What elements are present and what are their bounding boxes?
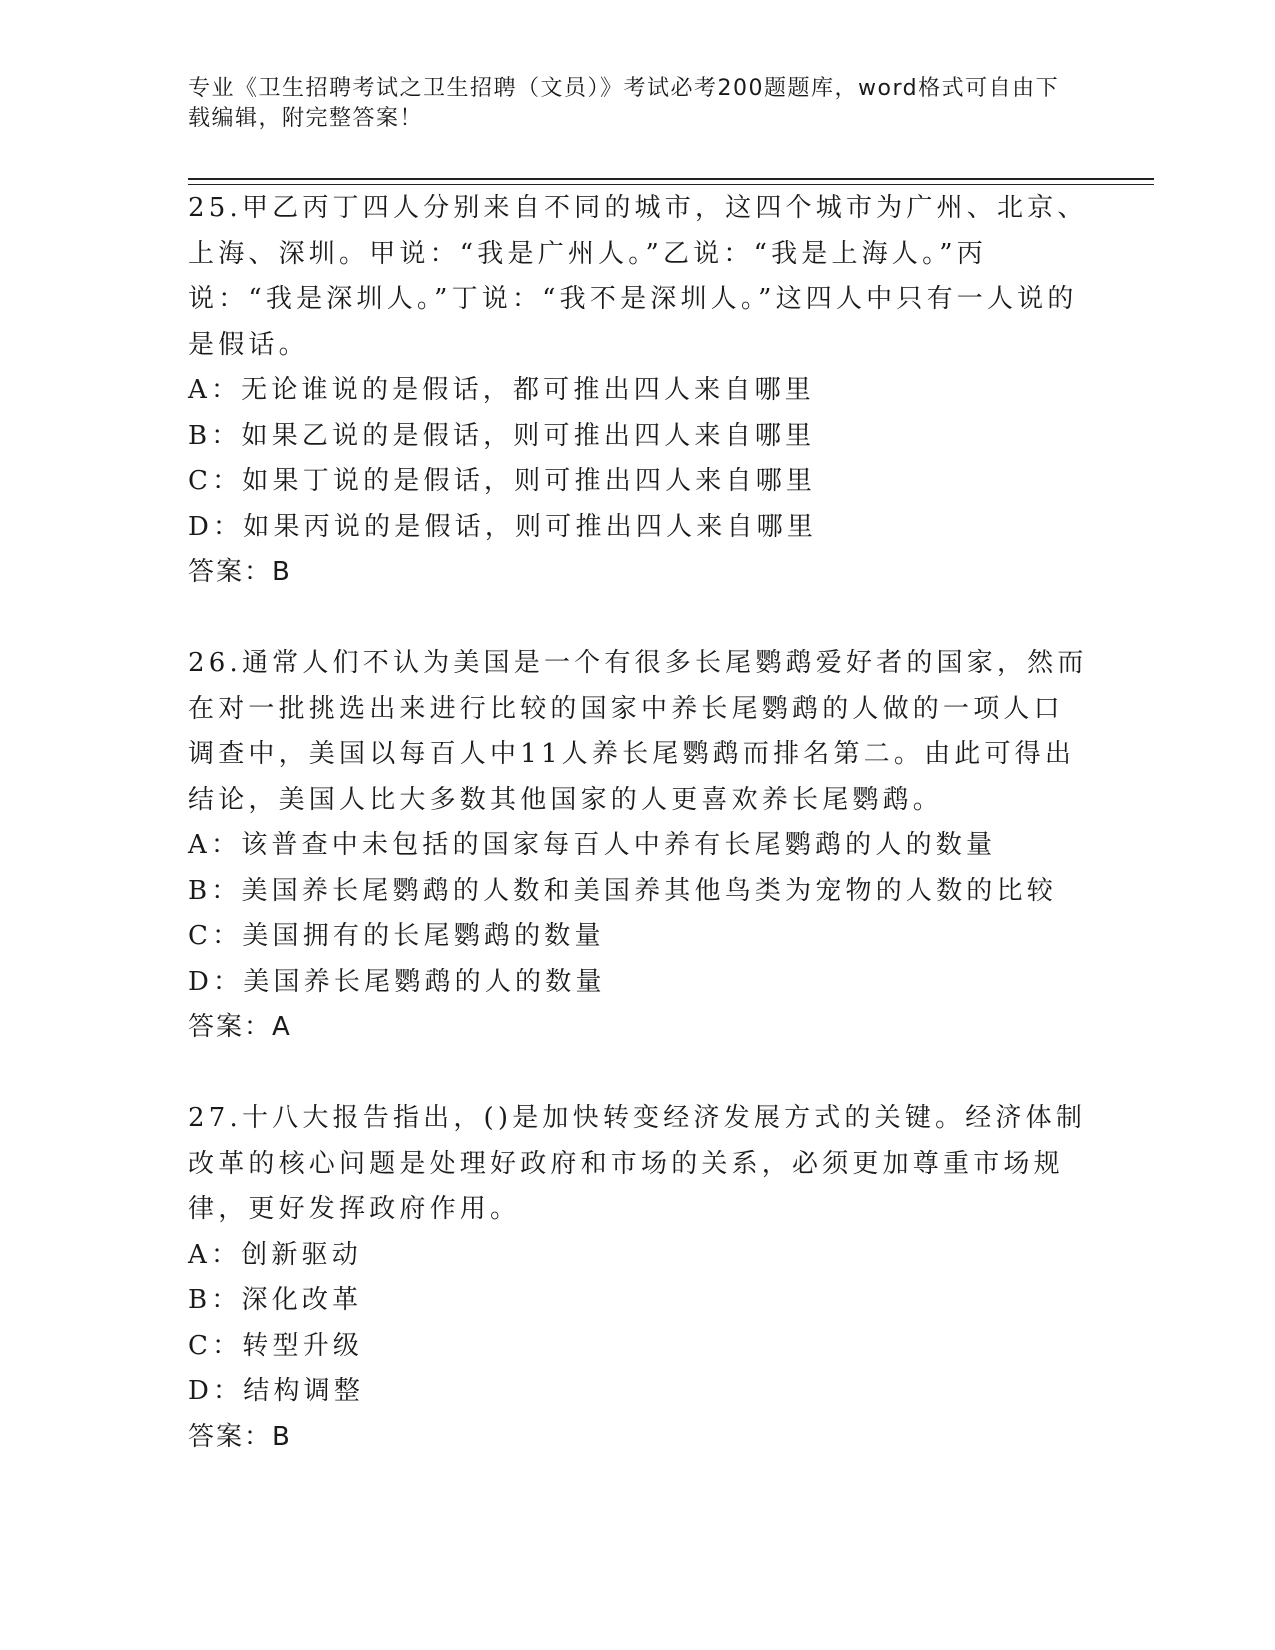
option-d: D：如果丙说的是假话，则可推出四人来自哪里 [188, 511, 818, 542]
question-26 [188, 641, 1088, 1051]
answer: 答案：A [188, 1012, 292, 1042]
option-b: B：如果乙说的是假话，则可推出四人来自哪里 [188, 420, 816, 451]
question-stem: 25.甲乙丙丁四人分别来自不同的城市，这四个城市为广州、北京、上海、深圳。甲说：“我是广州人。”乙说：“我是上海人。”丙说：“我是深圳人。”丁说：“我不是深圳人。”这四人中只有一人说的是假话。 [188, 193, 1088, 360]
option-a: A：创新驱动 [188, 1239, 362, 1270]
spacer [188, 1051, 1088, 1097]
option-d: D：美国养长尾鹦鹉的人的数量 [188, 966, 606, 997]
header-divider-thin [188, 184, 1154, 185]
option-b: B：美国养长尾鹦鹉的人数和美国养其他鸟类为宠物的人数的比较 [188, 875, 1057, 906]
spacer [188, 596, 1088, 642]
question-27 [188, 1096, 1088, 1460]
header-divider-thick [188, 178, 1154, 180]
answer: 答案：B [188, 557, 292, 587]
option-c: C：如果丁说的是假话，则可推出四人来自哪里 [188, 466, 817, 496]
page-header: 专业《卫生招聘考试之卫生招聘（文员）》考试必考200题题库，word格式可自由下载编辑，附完整答案！ [188, 76, 1060, 131]
answer: 答案：B [188, 1421, 292, 1452]
option-c: C：美国拥有的长尾鹦鹉的数量 [188, 921, 605, 951]
option-a: A：该普查中未包括的国家每百人中养有长尾鹦鹉的人的数量 [188, 830, 997, 860]
question-stem: 27.十八大报告指出，()是加快转变经济发展方式的关键。经济体制改革的核心问题是处理好政府和市场的关系，必须更加尊重市场规律，更好发挥政府作用。 [188, 1103, 1087, 1224]
option-c: C：转型升级 [188, 1330, 364, 1361]
option-d: D：结构调整 [188, 1376, 365, 1406]
option-a: A：无论谁说的是假话，都可推出四人来自哪里 [188, 375, 815, 405]
question-25 [188, 186, 1088, 596]
question-stem: 26.通常人们不认为美国是一个有很多长尾鹦鹉爱好者的国家，然而在对一批挑选出来进行比较的国家中养长尾鹦鹉的人做的一项人口调查中，美国以每百人中11人养长尾鹦鹉而排名第二。由此可得出结论，美国人比大多数其他国家的人更喜欢养长尾鹦鹉。 [188, 648, 1088, 815]
option-b: B：深化改革 [188, 1285, 363, 1315]
question-list [188, 186, 1088, 1460]
